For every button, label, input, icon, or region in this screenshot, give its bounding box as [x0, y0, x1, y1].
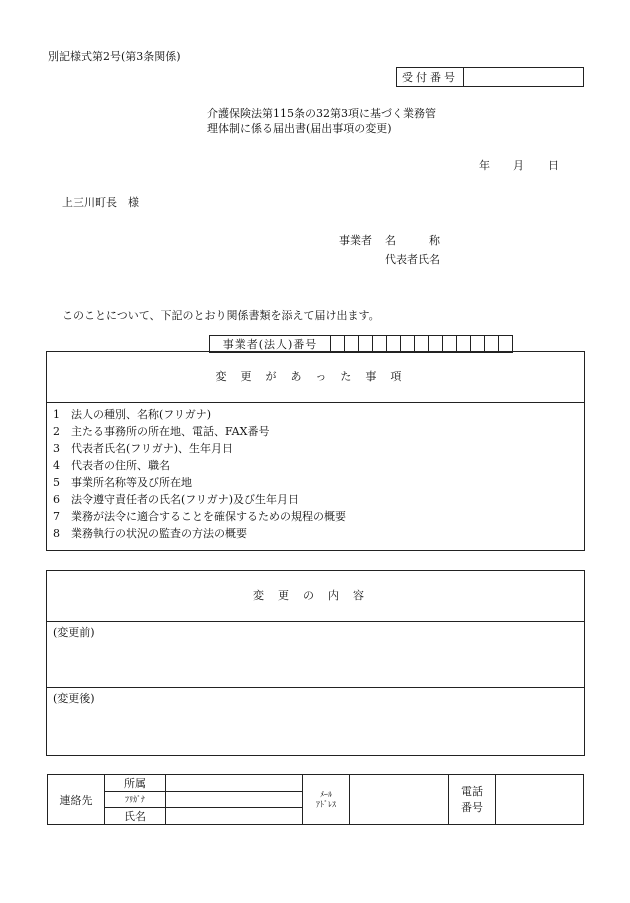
phone-field[interactable] [496, 775, 584, 825]
changed-item-4[interactable]: 4 代表者の住所、職名 [53, 459, 170, 472]
corporation-number-digit[interactable] [331, 336, 345, 353]
changed-item-2[interactable]: 2 主たる事務所の所在地、電話、FAX番号 [53, 425, 270, 438]
corporation-number-digit[interactable] [485, 336, 499, 353]
furigana-field[interactable] [166, 792, 303, 808]
department-field[interactable] [166, 775, 303, 792]
receipt-number-field[interactable] [464, 68, 584, 87]
corporation-number-digit[interactable] [401, 336, 415, 353]
changed-item-5[interactable]: 5 事業所名称等及び所在地 [53, 476, 192, 489]
applicant-label: 事業者 [339, 234, 372, 247]
corporation-number-digit[interactable] [359, 336, 373, 353]
change-content-header: 変更の内容 [47, 571, 584, 622]
changed-item-8[interactable]: 8 業務執行の状況の監査の方法の概要 [53, 527, 247, 540]
corporation-number-digit[interactable] [499, 336, 513, 353]
after-change-label: (変更後) [53, 692, 95, 705]
corporation-number-digit[interactable] [429, 336, 443, 353]
contact-label: 連絡先 [48, 775, 105, 825]
representative-name-label: 代表者氏名 [385, 253, 440, 266]
changed-item-6[interactable]: 6 法令遵守責任者の氏名(フリガナ)及び生年月日 [53, 493, 300, 506]
date-day: 日 [548, 159, 559, 172]
corporation-number-digit[interactable] [415, 336, 429, 353]
changed-items-header: 変更があった事項 [47, 352, 584, 403]
change-content-box [46, 570, 585, 756]
after-change-field[interactable] [47, 688, 584, 752]
mail-address-label: ﾒｰﾙ ｱﾄﾞﾚｽ [303, 775, 350, 825]
department-label: 所属 [105, 775, 166, 792]
receipt-number-box [396, 67, 584, 87]
before-change-field[interactable] [47, 622, 584, 688]
form-reference: 別記様式第2号(第3条関係) [48, 50, 181, 63]
corporation-number-digit[interactable] [471, 336, 485, 353]
furigana-label: ﾌﾘｶﾞﾅ [105, 792, 166, 808]
corporation-number-digit[interactable] [457, 336, 471, 353]
statement-text: このことについて、下記のとおり関係書類を添えて届け出ます。 [62, 309, 380, 322]
corporation-number-digit[interactable] [443, 336, 457, 353]
changed-items-list [47, 403, 584, 542]
name-field[interactable] [166, 808, 303, 825]
corporation-number-digit[interactable] [387, 336, 401, 353]
date-month: 月 [513, 159, 524, 172]
corporation-number-digit[interactable] [345, 336, 359, 353]
corporation-number-label: 事業者(法人)番号 [210, 336, 331, 353]
changed-items-box [46, 351, 585, 551]
receipt-number-label: 受付番号 [397, 68, 464, 87]
changed-item-1[interactable]: 1 法人の種別、名称(フリガナ) [53, 408, 212, 421]
title-line-1: 介護保険法第115条の32第3項に基づく業務管 [207, 107, 436, 120]
phone-label: 電話 番号 [449, 775, 496, 825]
applicant-name-label: 名 称 [385, 234, 440, 247]
addressee: 上三川町長 様 [62, 196, 139, 209]
contact-table [47, 774, 584, 825]
title-line-2: 理体制に係る届出書(届出事項の変更) [207, 122, 392, 135]
name-label: 氏名 [105, 808, 166, 825]
changed-item-3[interactable]: 3 代表者氏名(フリガナ)、生年月日 [53, 442, 234, 455]
date-year: 年 [479, 159, 490, 172]
document-title [207, 106, 436, 136]
corporation-number-digit[interactable] [373, 336, 387, 353]
before-change-label: (変更前) [53, 626, 95, 639]
mail-address-field[interactable] [350, 775, 449, 825]
changed-item-7[interactable]: 7 業務が法令に適合することを確保するための規程の概要 [53, 510, 346, 523]
